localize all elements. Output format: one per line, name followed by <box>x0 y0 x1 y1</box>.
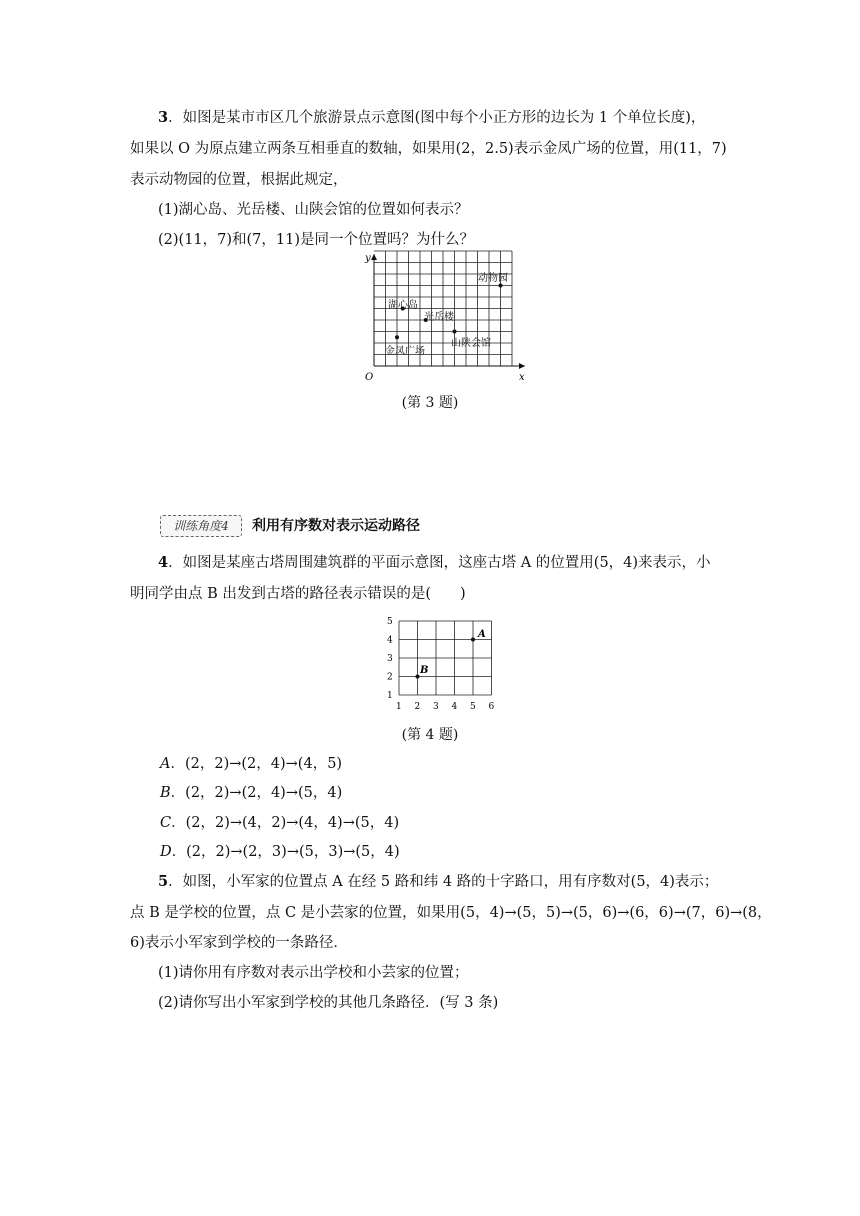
label-lake: 湖心岛 <box>388 300 418 311</box>
q3-line1: 3．如图是某市市区几个旅游景点示意图(图中每个小正方形的边长为 1 个单位长度)， <box>158 109 706 126</box>
q3-caption: (第 3 题) <box>401 395 459 411</box>
q4-option-b: B．(2，2)→(2，4)→(5，4) <box>160 785 343 801</box>
q4-y-tick: 4 <box>387 635 393 646</box>
q4-y-tick: 5 <box>387 617 393 627</box>
q4-x-tick: 2 <box>414 702 421 712</box>
q5-line1: 5．如图，小军家的位置点 A 在经 5 路和纬 4 路的十字路口，用有序数对(5，4)表示； <box>158 873 719 890</box>
section-badge: 训练角度4 <box>160 515 242 537</box>
q5-line3: 6)表示小军家到学校的一条路径． <box>130 935 348 951</box>
q4-number: 4 <box>158 554 169 571</box>
q4-x-tick: 3 <box>433 702 439 712</box>
q3-origin-label: O <box>365 372 374 383</box>
q3-x-arrow <box>519 363 525 369</box>
q4-y-tick: 3 <box>387 654 393 664</box>
q3-y-label: y <box>365 253 371 264</box>
q3-sub1: (1)湖心岛、光岳楼、山陕会馆的位置如何表示？ <box>158 202 469 218</box>
q4-line1: 4．如图是某座古塔周围建筑群的平面示意图，这座古塔 A 的位置用(5，4)来表示，小 <box>158 554 711 571</box>
q4-x-tick: 5 <box>470 702 476 712</box>
q4-caption: (第 4 题) <box>401 727 459 743</box>
q4-point <box>471 638 475 642</box>
label-hall: 山陕会馆 <box>451 338 491 349</box>
q4-x-tick: 1 <box>396 702 402 712</box>
q4-point-b-label: B <box>420 665 429 676</box>
q5-line2: 点 B 是学校的位置，点 C 是小芸家的位置，如果用(5，4)→(5，5)→(5，6)→(6，6)→(7，6)→(8， <box>130 905 772 921</box>
q3-sub2: (2)(11，7)和(7，11)是同一个位置吗？为什么？ <box>158 232 475 248</box>
q4-point-a-label: A <box>478 629 486 640</box>
q3-line2: 如果以 O 为原点建立两条互相垂直的数轴，如果用(2，2.5)表示金凤广场的位置，用(11，7) <box>130 141 727 157</box>
q5-sub1: (1)请你用有序数对表示出学校和小芸家的位置； <box>158 965 469 981</box>
q4-figure <box>383 615 508 715</box>
q3-line3: 表示动物园的位置，根据此规定， <box>130 172 348 188</box>
q5-sub2: (2)请你写出小军家到学校的其他几条路径．(写 3 条) <box>158 995 499 1011</box>
q4-option-c: C．(2，2)→(4，2)→(4，4)→(5，4) <box>160 815 400 831</box>
q3-point <box>453 330 457 334</box>
q4-y-tick: 2 <box>387 672 393 683</box>
q4-option-d: D．(2，2)→(2，3)→(5，3)→(5，4) <box>160 844 400 860</box>
q3-y-arrow <box>371 254 377 260</box>
q3-number: 3 <box>158 109 169 126</box>
q4-point <box>416 675 420 679</box>
q4-x-tick: 4 <box>451 702 458 712</box>
q4-y-tick: 1 <box>387 691 393 701</box>
label-square: 金凤广场 <box>385 346 425 357</box>
label-tower: 光岳楼 <box>424 312 454 323</box>
section-title: 利用有序数对表示运动路径 <box>252 518 420 534</box>
q5-number: 5 <box>158 873 169 890</box>
label-zoo: 动物园 <box>478 273 508 284</box>
q3-figure <box>360 250 535 385</box>
q3-point <box>499 284 503 288</box>
q4-line2: 明同学由点 B 出发到古塔的路径表示错误的是( ) <box>130 586 466 602</box>
q4-option-a: A．(2，2)→(2，4)→(4，5) <box>160 756 343 772</box>
q3-point <box>395 335 399 339</box>
q4-x-tick: 6 <box>488 702 495 712</box>
q3-x-label: x <box>519 372 525 383</box>
